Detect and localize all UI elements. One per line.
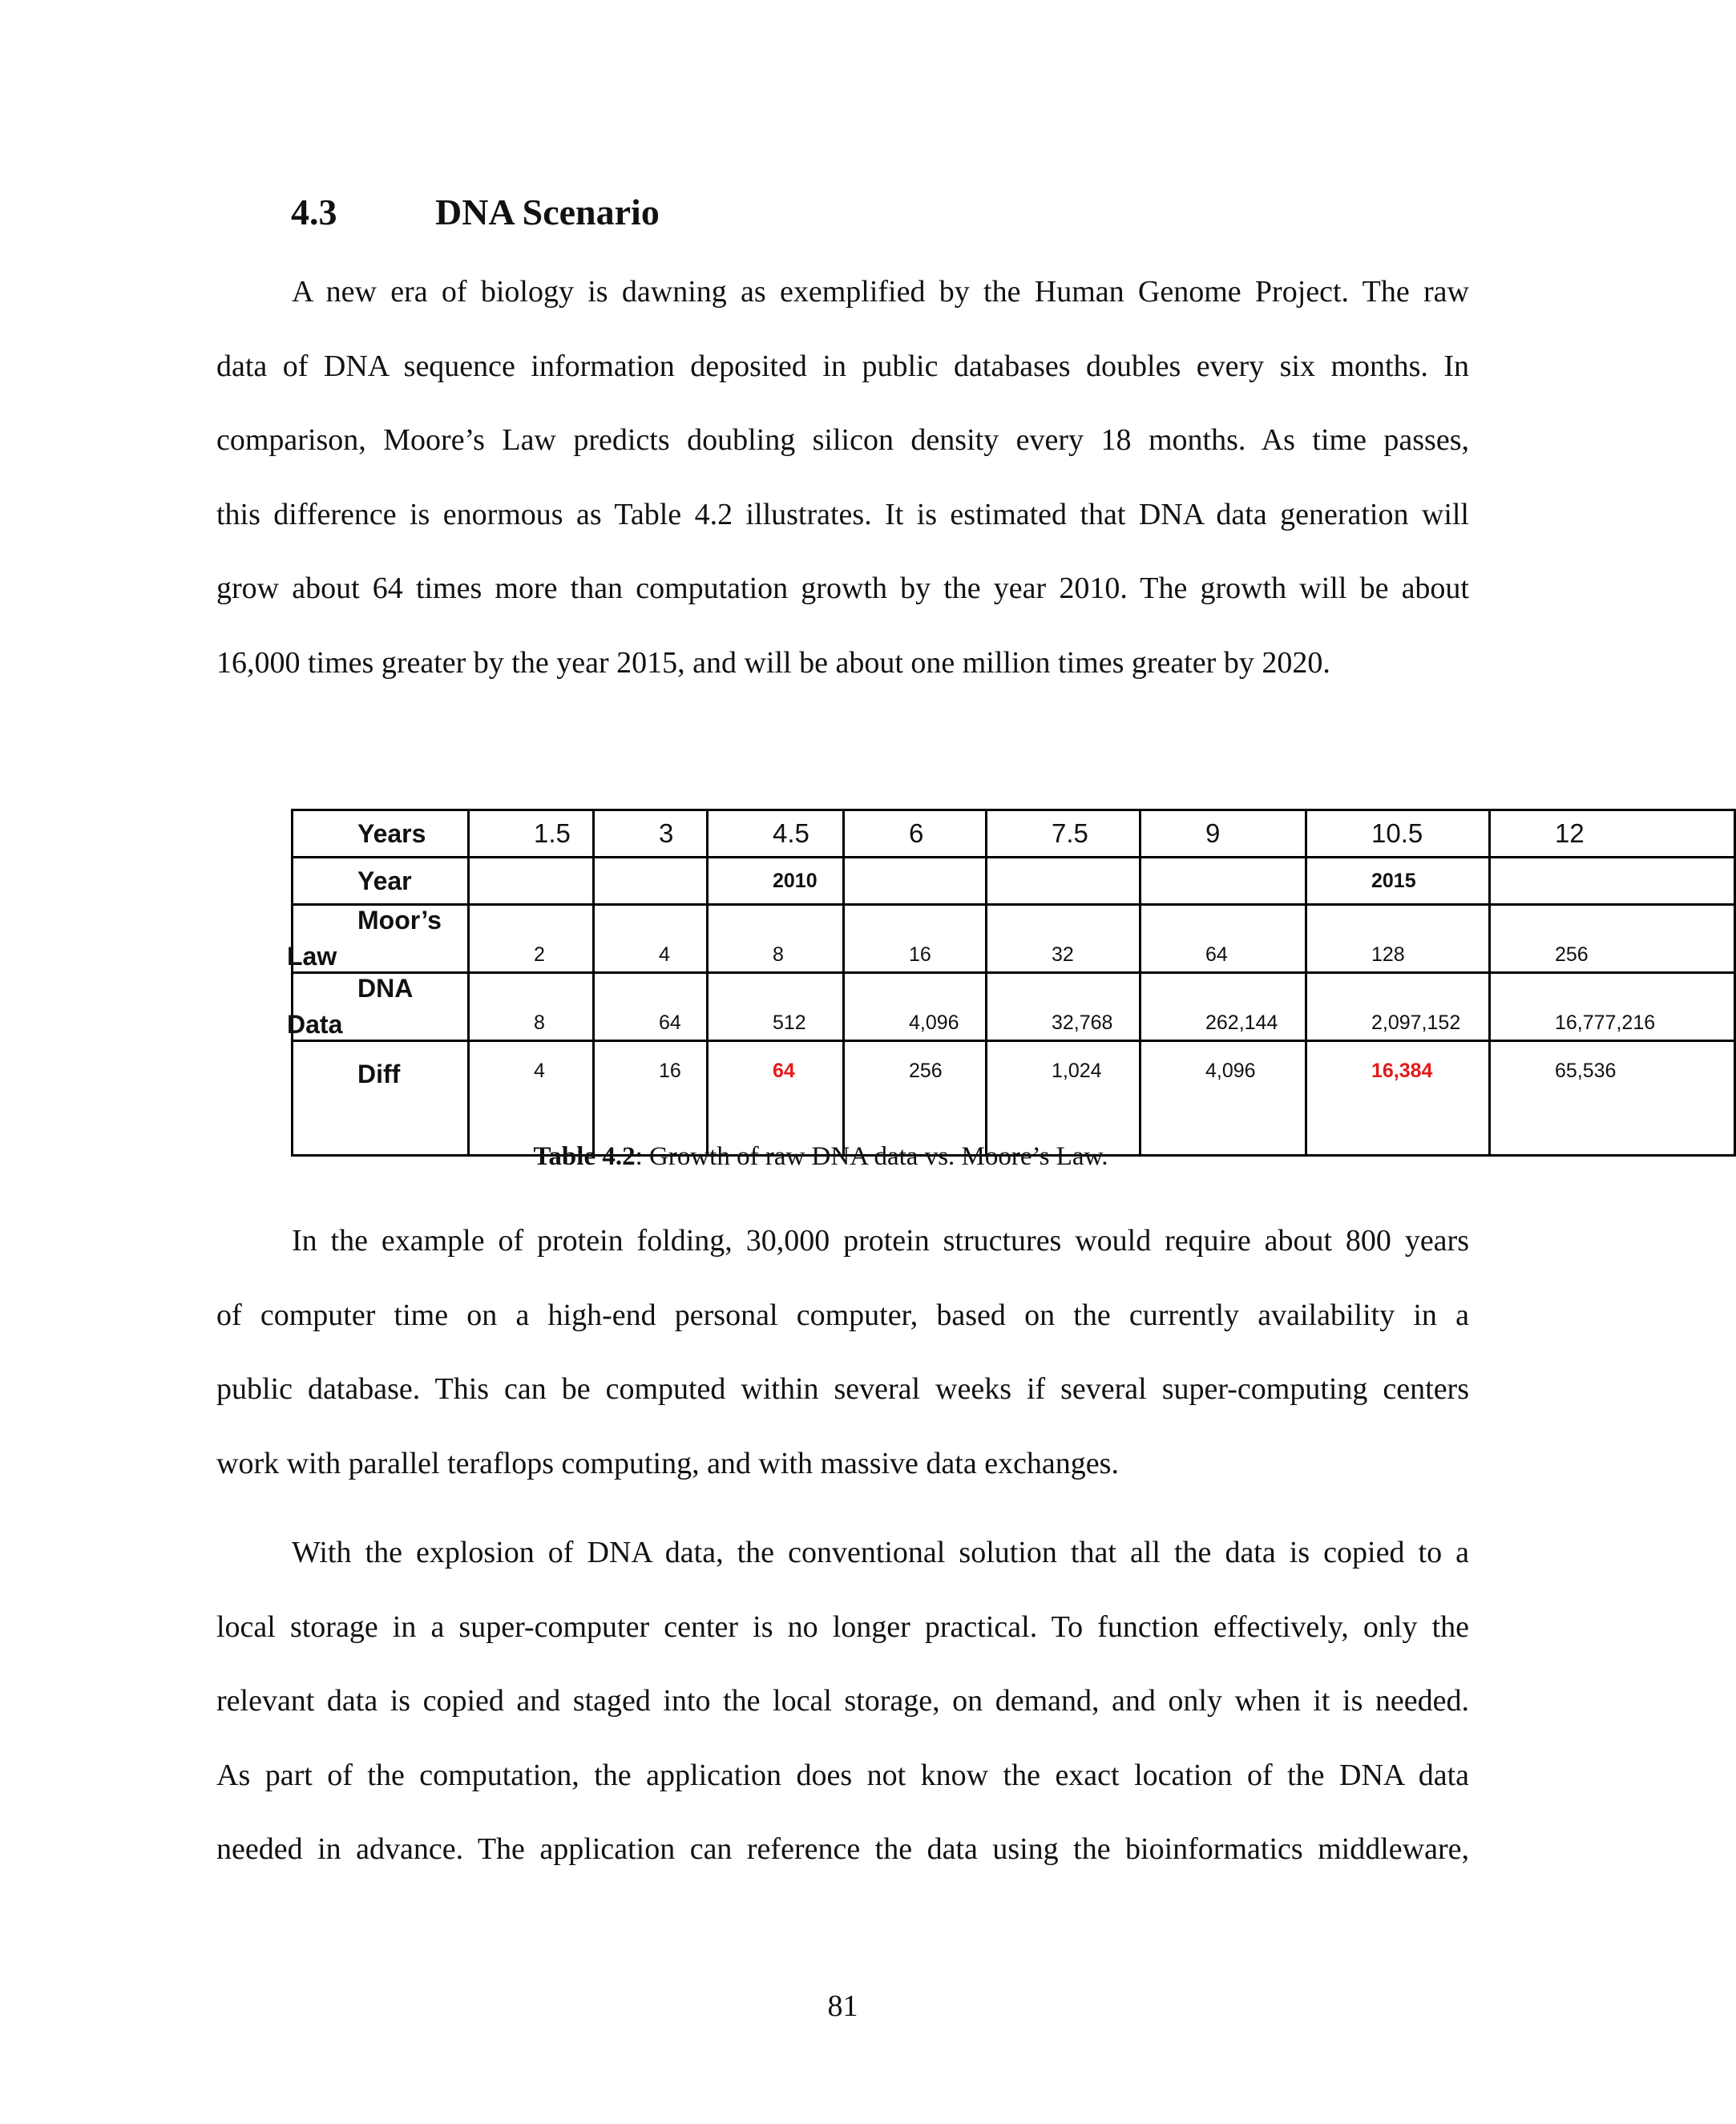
paragraph-line: public database. This can be computed within several weeks if several super-computing centers <box>216 1372 1469 1406</box>
table-cell: 2015 <box>1306 858 1490 905</box>
paragraph-line: relevant data is copied and staged into the local storage, on demand, and only when it is needed. <box>216 1684 1469 1718</box>
row-label-moore-main: Moor’s <box>357 906 442 935</box>
row-label-moore <box>287 905 469 973</box>
table-cell: 32 <box>987 905 1141 973</box>
table-row-year <box>293 858 1735 905</box>
row-label-year: Year <box>293 858 469 905</box>
table-cell: 16 <box>594 1041 708 1156</box>
table-cell: 16,777,216 <box>1490 973 1735 1041</box>
table-cell <box>844 858 987 905</box>
table-cell: 7.5 <box>987 810 1141 858</box>
table-row-years <box>293 810 1735 858</box>
paragraph-line: A new era of biology is dawning as exemplified by the Human Genome Project. The raw <box>292 275 1469 309</box>
table-cell: 8 <box>469 973 594 1041</box>
paragraph-line: data of DNA sequence information deposited in public databases doubles every six months. In <box>216 349 1469 383</box>
paragraph-line: local storage in a super-computer center is no longer practical. To function effectively, only the <box>216 1609 1469 1644</box>
table-cell: 256 <box>1490 905 1735 973</box>
table-caption-text: : Growth of raw DNA data vs. Moore’s Law. <box>635 1142 1108 1171</box>
table-cell: 6 <box>844 810 987 858</box>
table-cell: 512 <box>708 973 844 1041</box>
table-cell: 10.5 <box>1306 810 1490 858</box>
table-cell: 2010 <box>708 858 844 905</box>
table-cell: 1,024 <box>987 1041 1141 1156</box>
table-cell <box>1490 858 1735 905</box>
paragraph-line: of computer time on a high-end personal computer, based on the currently availability in a <box>216 1298 1469 1332</box>
table-row-dna <box>293 973 1735 1041</box>
table-cell: 64 <box>594 973 708 1041</box>
table-caption <box>0 1142 1641 1172</box>
table-cell: 4 <box>469 1041 594 1156</box>
table-cell: 64 <box>1141 905 1306 973</box>
table-cell: 2 <box>469 905 594 973</box>
row-label-diff: Diff <box>293 1041 469 1156</box>
table-cell: 65,536 <box>1490 1041 1735 1156</box>
growth-table <box>287 809 1736 1157</box>
paragraph-line: In the example of protein folding, 30,000 protein structures would require about 800 years <box>292 1224 1469 1258</box>
table-row-moore <box>293 905 1735 973</box>
table-cell: 4,096 <box>1141 1041 1306 1156</box>
page-number: 81 <box>827 1989 858 2023</box>
table-row-diff <box>293 1041 1735 1156</box>
table-cell <box>469 858 594 905</box>
paragraph-line: this difference is enormous as Table 4.2 illustrates. It is estimated that DNA data generation will <box>216 497 1469 531</box>
table-cell: 4.5 <box>708 810 844 858</box>
paragraph-2 <box>216 1204 1469 1500</box>
table-cell: 4 <box>594 905 708 973</box>
paragraph-line: work with parallel teraflops computing, and with massive data exchanges. <box>216 1446 1119 1480</box>
table-cell: 4,096 <box>844 973 987 1041</box>
table-cell: 128 <box>1306 905 1490 973</box>
section-heading <box>291 191 660 233</box>
table-cell-highlight: 64 <box>708 1041 844 1156</box>
table-cell <box>1141 858 1306 905</box>
paragraph-line: 16,000 times greater by the year 2015, and will be about one million times greater by 2020. <box>216 645 1330 680</box>
section-title: DNA Scenario <box>435 192 660 232</box>
row-label-dna-main: DNA <box>357 974 414 1003</box>
paragraph-line: With the explosion of DNA data, the conventional solution that all the data is copied to a <box>292 1536 1469 1569</box>
table-cell-highlight: 16,384 <box>1306 1041 1490 1156</box>
table-cell: 262,144 <box>1141 973 1306 1041</box>
table-cell: 12 <box>1490 810 1735 858</box>
table-caption-label: Table 4.2 <box>533 1142 636 1171</box>
table-cell: 1.5 <box>469 810 594 858</box>
table-cell: 16 <box>844 905 987 973</box>
section-number: 4.3 <box>291 192 337 232</box>
table-cell: 256 <box>844 1041 987 1156</box>
table-cell: 9 <box>1141 810 1306 858</box>
table-cell: 32,768 <box>987 973 1141 1041</box>
row-label-dna <box>287 973 469 1041</box>
row-label-years: Years <box>293 810 469 858</box>
row-label-dna-sub: Data <box>287 1010 343 1039</box>
growth-table-container <box>287 809 1656 1128</box>
row-label-moore-sub: Law <box>287 942 337 971</box>
paragraph-1 <box>216 255 1469 700</box>
table-cell: 2,097,152 <box>1306 973 1490 1041</box>
paragraph-3 <box>216 1516 1469 1887</box>
table-cell <box>594 858 708 905</box>
table-cell: 8 <box>708 905 844 973</box>
paragraph-line: needed in advance. The application can reference the data using the bioinformatics middleware, <box>216 1832 1469 1866</box>
paragraph-line: As part of the computation, the application does not know the exact location of the DNA data <box>216 1758 1469 1792</box>
table-cell <box>987 858 1141 905</box>
table-cell: 3 <box>594 810 708 858</box>
paragraph-line: grow about 64 times more than computation growth by the year 2010. The growth will be about <box>216 571 1469 605</box>
paragraph-line: comparison, Moore’s Law predicts doubling silicon density every 18 months. As time passes, <box>216 423 1469 457</box>
